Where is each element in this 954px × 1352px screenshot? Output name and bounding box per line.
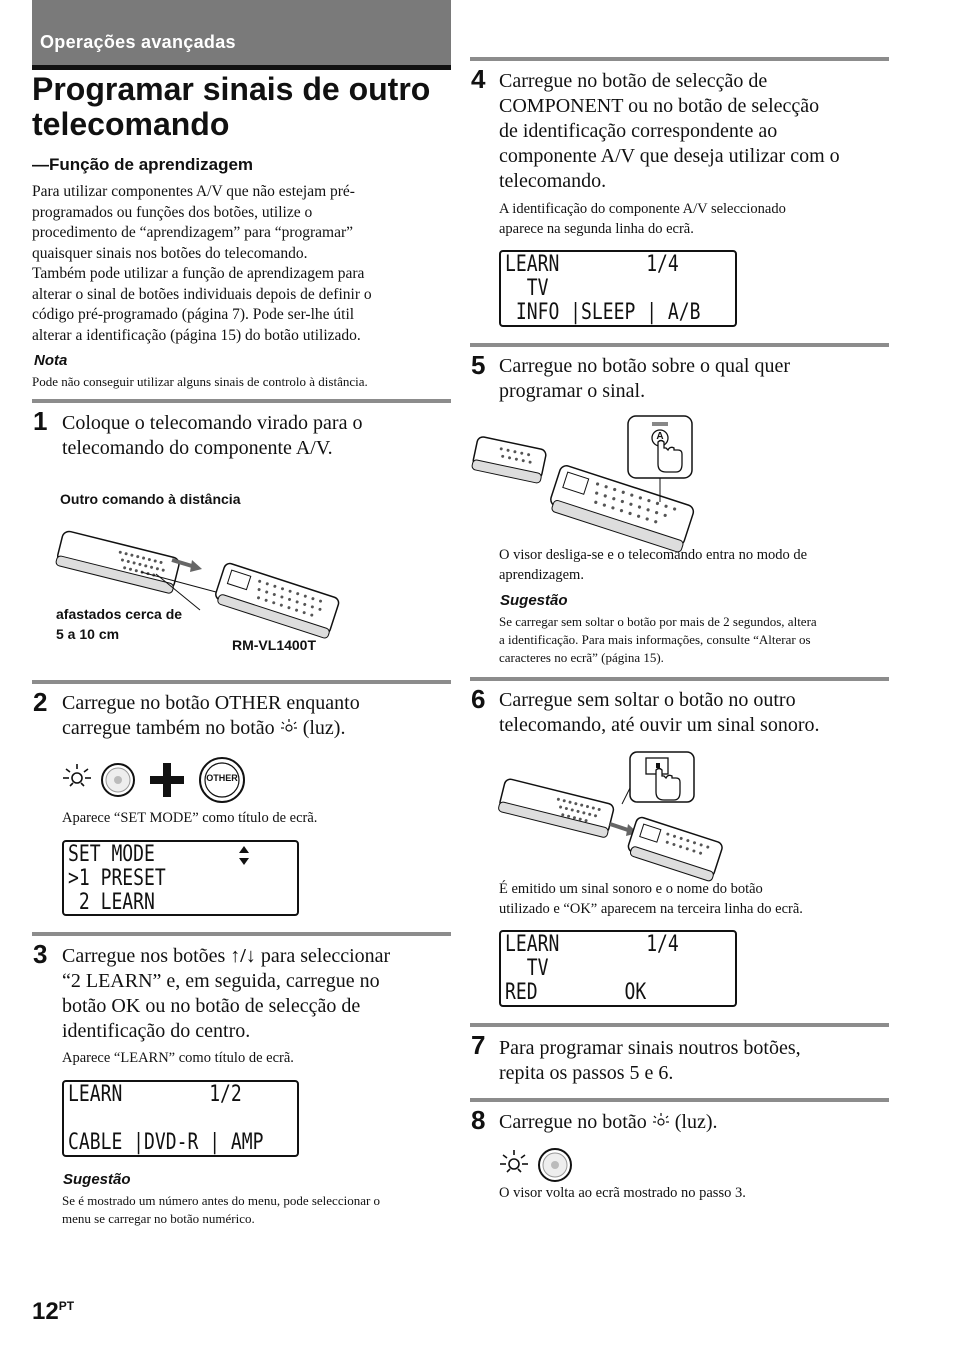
page-title: Programar sinais de outro telecomando	[32, 71, 431, 142]
light-icon	[63, 764, 91, 786]
light-icon	[652, 1112, 670, 1130]
divider	[470, 677, 889, 681]
tip-label: Sugestão	[500, 592, 568, 609]
step-5-text: Carregue no botão sobre o qual quer programar o sinal.	[499, 355, 791, 402]
divider	[32, 399, 451, 403]
step-6-text: Carregue sem soltar o botão no outro telecomando, até ouvir um sinal sonoro.	[499, 689, 820, 736]
step-6-after: É emitido um sinal sonoro e o nome do botão utilizado e “OK” aparecem na terceira linha do ecrã.	[499, 881, 803, 917]
step-8-after: O visor volta ao ecrã mostrado no passo 3.	[499, 1185, 746, 1201]
note-text: Pode não conseguir utilizar alguns sinais de controlo à distância.	[32, 374, 368, 389]
light-icon	[280, 718, 298, 736]
lcd-screen-learn-ok: LEARN 1/4 TV RED OK	[499, 930, 737, 1007]
tip-text: Se carregar sem soltar o botão por mais de 2 segundos, altera a identificação. Para mais informações, consulte “Alterar os caracteres no ecrã” (página 15).	[499, 614, 817, 665]
page-number: $12^{PT}$	[32, 1298, 75, 1325]
page-subtitle: —Função de aprendizagem	[32, 155, 254, 174]
divider	[470, 1023, 889, 1027]
divider	[32, 932, 451, 936]
button-a-label: A	[656, 431, 664, 442]
step-3-after: Aparece “LEARN” como título de ecrã.	[62, 1050, 294, 1066]
intro-paragraph: Para utilizar componentes A/V que não estejam pré- programados ou funções dos botões, utilize o procedimento de “aprendizagem” para “programar” quaisquer sinais nos botões do telecomando. Também pode utilizar a função de aprendizagem para alterar o sinal de botões individuais depois de definir o código pré-programado (página 7). Pode ser-lhe útil alterar a identificação (página 15) do botão utilizado.	[32, 183, 372, 344]
light-button-diagram	[499, 1144, 579, 1184]
light-icon	[500, 1150, 528, 1172]
remote-control-icon	[498, 748, 713, 880]
section-header-tab	[32, 0, 451, 70]
diagram-label-other-remote: Outro comando à distância	[60, 491, 241, 507]
step-2-after: Aparece “SET MODE” como título de ecrã.	[62, 810, 318, 826]
up-down-arrows: ↑/↓	[230, 945, 256, 967]
section-label: Operações avançadas	[40, 32, 236, 52]
step-3-text: Carregue nos botões ↑/↓ para seleccionar “2 LEARN” e, em seguida, carregue no botão OK ou no botão de selecção de identificação do centro.	[62, 945, 391, 1042]
step-number: 3	[33, 939, 48, 969]
lcd-screen-learn-tv: LEARN 1/4 TV INFO |SLEEP | A/B	[499, 250, 737, 327]
round-button-icon	[539, 1149, 571, 1181]
step-number: 7	[471, 1030, 486, 1060]
other-button-label: OTHER	[206, 773, 238, 783]
step-number: 8	[471, 1105, 486, 1135]
divider	[32, 680, 451, 684]
step-8-text: Carregue no botão (luz).	[499, 1111, 718, 1133]
step-4-after: A identificação do componente A/V seleccionado aparece na segunda linha do ecrã.	[499, 201, 786, 237]
divider	[470, 1098, 889, 1102]
tip-text: Se é mostrado um número antes do menu, pode seleccionar o menu se carregar no botão numérico.	[62, 1193, 381, 1226]
step-7-text: Para programar sinais noutros botões, repita os passos 5 e 6.	[499, 1037, 801, 1084]
divider	[470, 57, 889, 61]
lcd-screen-learn-1-2: LEARN 1/2 CABLE |DVD-R | AMP	[62, 1080, 299, 1157]
step-number: 5	[471, 350, 486, 380]
step-5-after: O visor desliga-se e o telecomando entra no modo de aprendizagem.	[499, 547, 808, 583]
step-number: 6	[471, 684, 486, 714]
lcd-screen-set-mode: SET MODE >1 PRESET 2 LEARN	[62, 840, 299, 916]
diagram-label-distance: afastados cerca de 5 a 10 cm	[56, 606, 183, 642]
note-label: Nota	[34, 352, 68, 369]
divider	[470, 343, 889, 347]
step-1-text: Coloque o telecomando virado para o telecomando do componente A/V.	[62, 412, 363, 459]
plus-icon	[150, 763, 184, 797]
step-number: 2	[33, 687, 48, 717]
step-number: 1	[33, 406, 48, 436]
step-4-text: Carregue no botão de selecção de COMPONENT ou no botão de selecção de identificação correspondente ao componente A/V que deseja utilizar com o telecomando.	[499, 70, 840, 192]
diagram-label-model: RM-VL1400T	[232, 637, 317, 653]
step-2-text: Carregue no botão OTHER enquanto carregue também no botão (luz).	[62, 692, 360, 739]
up-down-arrow-icon	[238, 846, 250, 866]
step-number: 4	[471, 64, 486, 94]
round-button-icon	[102, 764, 134, 796]
remote-control-icon	[498, 412, 708, 542]
tip-label: Sugestão	[63, 1171, 131, 1188]
